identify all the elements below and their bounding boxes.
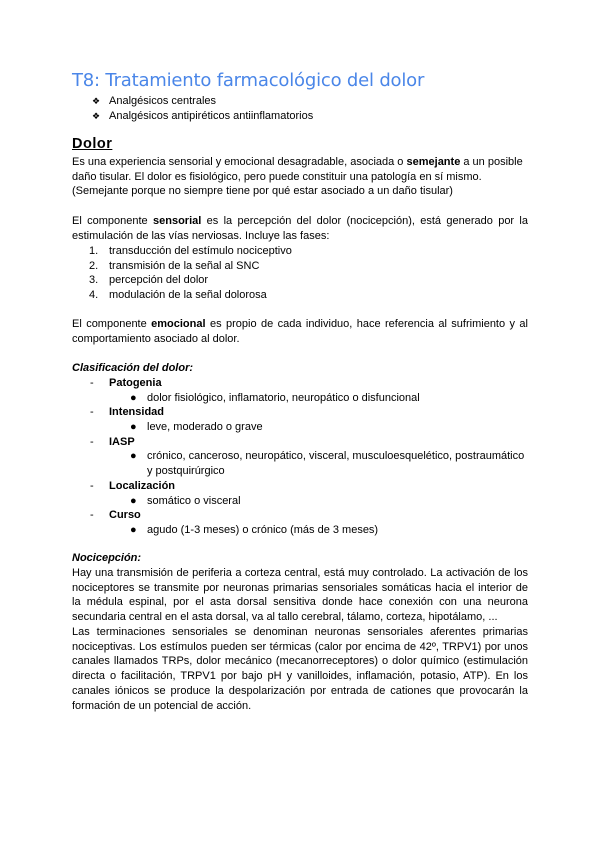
diamond-bullet-icon: ❖	[92, 96, 101, 106]
classification-list	[72, 376, 528, 538]
diamond-bullet-icon: ❖	[92, 110, 101, 121]
bullet-icon: ●	[130, 391, 137, 404]
list-item: 2. transmisión de la señal al SNC	[89, 259, 260, 272]
list-item: 1. transducción del estímulo nociceptivo	[89, 245, 292, 257]
emocional-paragraph: El componente emocional es propio de cada individuo, hace referencia al sufrimiento y al comportamiento asociado al dolor.	[72, 318, 528, 345]
phases-list	[72, 244, 528, 303]
classification-item: - Localización	[90, 479, 176, 492]
sensorial-paragraph: El componente sensorial es la percepción del dolor (nocicepción), está generado por la estimulación de las vías nerviosas. Incluye las fases:	[72, 215, 528, 242]
nociception-heading: Nocicepción:	[72, 552, 142, 564]
classification-detail: ● somático o visceral	[130, 494, 241, 507]
list-item: ❖ Analgésicos centrales	[92, 95, 217, 107]
classification-item: - Patogenia	[90, 377, 162, 389]
classification-heading: Clasificación del dolor:	[72, 362, 194, 374]
list-item: ❖ Analgésicos antipiréticos antiinflamatorios	[92, 109, 314, 122]
document-title: T8: Tratamiento farmacológico del dolor	[72, 70, 425, 91]
definition-paragraph: Es una experiencia sensorial y emocional desagradable, asociada o semejante a un posible daño tisular. El dolor es fisiológico, pero puede constituir una patología en sí mismo. (Semejante porque no siempre tiene por qué estar asociado a un daño tisular)	[72, 156, 523, 198]
bullet-icon: ●	[130, 450, 137, 463]
list-item: 3. percepción del dolor	[89, 274, 209, 287]
nociception-paragraph-1: Hay una transmisión de periferia a corteza central, está muy controlado. La activación de los nociceptores se transmite por neuronas primarias sensoriales somáticas hacia el interior de la médula espinal, por el asta dorsal sensitiva donde hace conexión con una neurona secundaria central en el asta dorsal, va al tallo cerebral, tálamo, corteza, hipotálamo, ...	[72, 567, 528, 624]
nociception-paragraph-2: Las terminaciones sensoriales se denominan neuronas sensoriales aferentes primarias nociceptivas. Los estímulos pueden ser térmicas (calor por encima de 42º, TRPV1) por unos canales llamados TRPs, dolor mecánico (mecanorreceptores) o dolor químico (estimulación directa o facilitación, TRPV1 por bajo pH y vanilloides, inflamación, potasio, ATP). En los canales iónicos se produce la despolarización por entrada de cationes que provocarán la formación de un potencial de acción.	[72, 626, 528, 712]
classification-item: - IASP	[90, 435, 135, 448]
classification-detail: ● dolor fisiológico, inflamatorio, neuropático o disfuncional	[130, 391, 420, 404]
classification-detail: ● leve, moderado o grave	[130, 421, 263, 434]
classification-detail: ● crónico, canceroso, neuropático, visceral, musculoesquelético, postraumático y postquirúrgico	[130, 450, 525, 478]
list-item: 4. modulación de la señal dolorosa	[89, 289, 267, 302]
section-heading: Dolor	[72, 136, 113, 152]
intro-bullet-list	[72, 94, 528, 123]
classification-item: - Curso	[90, 509, 141, 522]
bullet-icon: ●	[130, 523, 137, 536]
bullet-icon: ●	[130, 421, 137, 434]
classification-item: - Intensidad	[90, 406, 165, 419]
classification-detail: ● agudo (1-3 meses) o crónico (más de 3 meses)	[130, 523, 379, 536]
bullet-icon: ●	[130, 494, 137, 507]
